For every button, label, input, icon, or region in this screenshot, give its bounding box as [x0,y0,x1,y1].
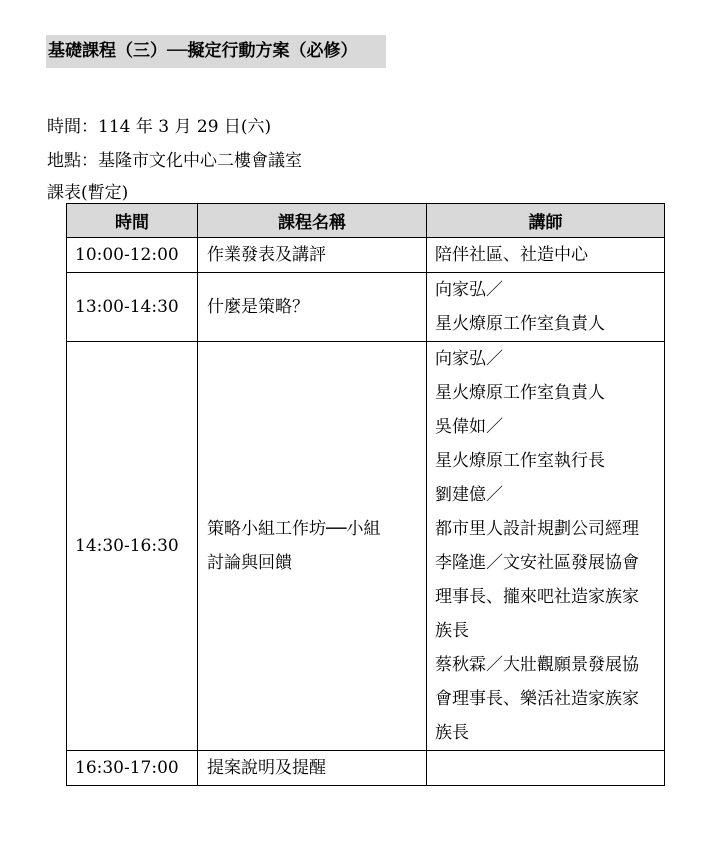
teacher-line: 蔡秋霖／大壯觀願景發展協 [435,655,639,675]
cell-time: 10:00-12:00 [67,238,198,273]
page-title: 基礎課程（三）──擬定行動方案（必修） [46,35,386,68]
teacher-line: 都市里人設計規劃公司經理 [435,519,639,539]
teacher-line: 星火燎原工作室執行長 [435,451,605,471]
course-line: 作業發表及講評 [207,245,326,265]
teacher-line: 族長 [435,723,469,743]
cell-teacher [427,751,665,786]
teacher-line: 劉建億／ [435,485,503,505]
cell-teacher [427,238,665,273]
cell-course [198,238,427,273]
teacher-line: 吳偉如／ [435,417,503,437]
table-row [67,273,665,342]
course-line: 什麼是策略？ [207,297,309,317]
teacher-line: 向家弘／ [435,349,503,369]
cell-teacher [427,273,665,342]
cell-teacher [427,342,665,751]
schedule-table [66,203,665,786]
course-line: 策略小組工作坊──小組 [207,519,381,539]
teacher-line: 李隆進／文安社區發展協會 [435,553,639,573]
teacher-line: 陪伴社區、社造中心 [435,245,588,265]
table-header-row [67,204,665,238]
teacher-line: 向家弘／ [435,280,503,300]
course-line: 討論與回饋 [207,553,292,573]
table-row [67,342,665,751]
table-row [67,751,665,786]
teacher-line: 星火燎原工作室負責人 [435,314,605,334]
date-line: 時間：114 年 3 月 29 日(六) [47,117,272,137]
teacher-line: 星火燎原工作室負責人 [435,383,605,403]
cell-course [198,751,427,786]
teacher-line: 族長 [435,621,469,641]
header-course: 課程名稱 [198,204,427,238]
place-line: 地點：基隆市文化中心二樓會議室 [47,151,302,171]
cell-course [198,342,427,751]
cell-time: 13:00-14:30 [67,273,198,342]
course-line: 提案說明及提醒 [207,758,326,778]
header-time: 時間 [67,204,198,238]
table-row [67,238,665,273]
teacher-line: 會理事長、樂活社造家族家 [435,689,639,709]
cell-time: 14:30-16:30 [67,342,198,751]
schedule-label: 課表(暫定) [47,183,129,203]
teacher-line: 理事長、攏來吧社造家族家 [435,587,639,607]
header-teacher: 講師 [427,204,665,238]
cell-time: 16:30-17:00 [67,751,198,786]
cell-course [198,273,427,342]
